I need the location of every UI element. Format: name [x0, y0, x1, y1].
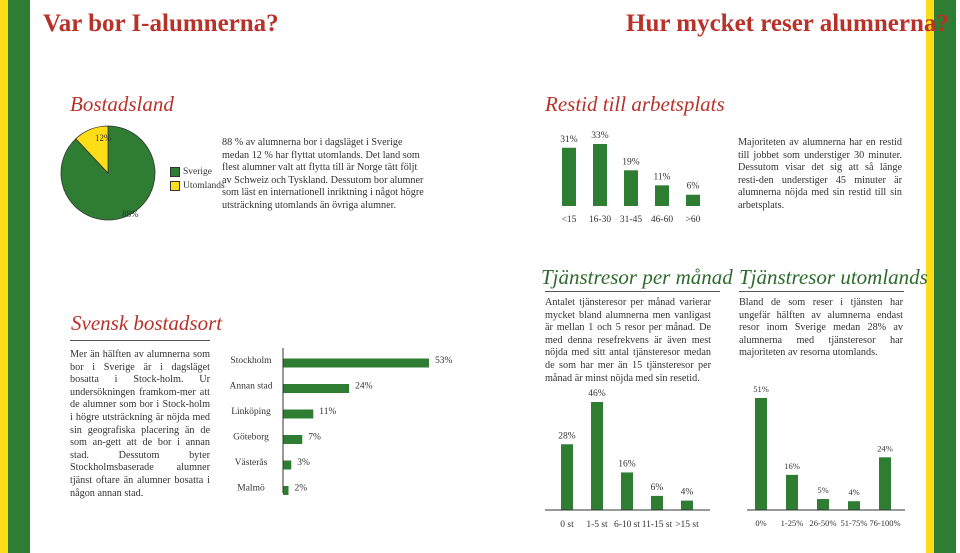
category-label: 1-5 st: [586, 520, 608, 530]
category-label: <15: [561, 215, 577, 225]
category-label: 11-15 st: [641, 520, 673, 530]
bar: [562, 148, 576, 206]
category-label: >15 st: [675, 520, 699, 530]
data-label: 33%: [591, 131, 609, 141]
data-label: 24%: [355, 381, 373, 392]
bar: [655, 185, 669, 206]
category-label: Stockholm: [230, 356, 272, 366]
legend-swatch-utomlands: [170, 181, 180, 191]
bar: [681, 501, 693, 510]
category-label: Annan stad: [229, 381, 273, 392]
category-label: 31-45: [619, 215, 643, 225]
tjanstresor-utomlands-title: Tjänstresor utomlands: [739, 265, 928, 289]
bar: [651, 496, 663, 510]
category-label: 0 st: [560, 520, 574, 530]
data-label: 46%: [588, 389, 606, 399]
bar: [283, 435, 302, 444]
bar: [686, 195, 700, 206]
category-label: Göteborg: [233, 432, 269, 443]
headline-left: Var bor I-alumnerna?: [43, 10, 279, 37]
bostadsland-pie-chart: [55, 125, 175, 230]
tjanstresor-utomlands-text: Bland de som reser i tjänsten har ungefär hälften av alumnerna endast resor inom Sverige medan 28% av alumnerna med tjänsteresor har majoriteten av resorna utomlands.: [739, 297, 903, 359]
legend-item-sverige: [170, 165, 225, 179]
tjanstresor-manad-bar-chart: [545, 382, 715, 532]
category-label: Malmö: [237, 483, 265, 494]
headline-right: Hur mycket reser alumnerna?: [626, 10, 949, 37]
svensk-text: Mer än hälften av alumnerna som bor i Sverige är i dagsläget bosatta i Stock-holm. Ur undersökningen framkom-mer att de alumner som bor i Stock-holm i högre utsträckning är nöjda med sin geografiska placering än de som an-gett att de bor i annan stad. Dessutom byter Stockholmsbaserade alumner tjänst oftare än alumner bosatta i någon annan stad.: [70, 349, 210, 499]
bar: [848, 501, 860, 510]
tjanstresor-utomlands-bar-chart: [747, 382, 907, 532]
restid-title: Restid till arbetsplats: [545, 92, 725, 116]
bar: [879, 457, 891, 510]
data-label: 6%: [686, 181, 700, 192]
restid-bar-chart: [550, 118, 725, 228]
category-label: 51-75%: [840, 518, 868, 528]
data-label: 51%: [753, 384, 769, 394]
category-label: 0%: [755, 518, 767, 528]
data-label: 3%: [297, 458, 310, 468]
bar: [561, 444, 573, 510]
left-stripe-green: [8, 0, 30, 553]
legend-item-utomlands: [170, 179, 225, 193]
bar: [593, 144, 607, 206]
bar: [624, 170, 638, 206]
bostadsland-title: Bostadsland: [70, 92, 174, 116]
restid-text: Majoriteten av alumnerna har en restid till jobbet som understiger 30 minuter. Dessutom visar det sig att så länge resti-den understiger 45 minuter är alumnerna nöjda med sin restid till sin arbetsplats.: [738, 137, 902, 211]
bar: [283, 410, 313, 419]
data-label: 6%: [650, 482, 664, 493]
bar: [283, 486, 289, 495]
category-label: Västerås: [234, 458, 268, 468]
data-label: 16%: [618, 459, 636, 470]
bar: [621, 472, 633, 510]
bar: [283, 359, 429, 368]
data-label: 24%: [877, 443, 893, 454]
category-label: 46-60: [650, 215, 674, 225]
divider-line: [739, 291, 904, 292]
category-label: 26-50%: [809, 518, 837, 528]
data-label: 2%: [294, 483, 308, 494]
bar: [283, 461, 291, 470]
data-label: 53%: [435, 356, 453, 366]
category-label: Linköping: [231, 407, 271, 417]
data-label: 11%: [319, 407, 337, 417]
tjanstresor-manad-title: Tjänstresor per månad: [541, 265, 733, 289]
bar: [786, 475, 798, 510]
bar: [755, 398, 767, 510]
legend-label: Utomlands: [183, 181, 225, 191]
data-label: 19%: [622, 157, 640, 168]
legend-swatch-sverige: [170, 167, 180, 177]
bar: [283, 384, 349, 393]
right-stripe-green: [934, 0, 956, 553]
bar: [817, 499, 829, 510]
data-label: 11%: [653, 172, 671, 183]
tjanstresor-manad-text: Antalet tjänsteresor per månad varierar mycket bland alumnerna men vanligast är mellan 1 och 5 resor per månad. De med denna resefrekvens är även mest nöjda med sitt antal tjänsteresor medan de som har mer än 15 tjänsteresor per månad är minst nöjda med sin resetid.: [545, 297, 711, 384]
category-label: 76-100%: [869, 518, 901, 528]
divider-line: [70, 340, 210, 341]
category-label: >60: [685, 215, 701, 225]
svensk-title: Svensk bostadsort: [71, 311, 223, 335]
bostadsland-text: 88 % av alumnerna bor i dagsläget i Sverige medan 12 % har flyttat utomlands. Det land som flest alumner valt att flytta till är Norge tätt följt av Schweiz och Tyskland. Dessutom bor alumner som läst en internationell inriktning i något högre utsträckning utomlands än övriga alumner.: [222, 137, 424, 211]
category-label: 16-30: [588, 215, 612, 225]
data-label: 31%: [560, 134, 578, 145]
data-label: 4%: [680, 487, 694, 498]
pie-label-utomlands: 12%: [95, 133, 112, 143]
pie-legend: [170, 165, 225, 193]
data-label: 7%: [308, 432, 321, 443]
bar: [591, 402, 603, 510]
svensk-bar-chart: [229, 348, 453, 498]
left-stripe-yellow: [0, 0, 8, 553]
category-label: 6-10 st: [613, 520, 641, 530]
data-label: 5%: [817, 485, 829, 496]
category-label: 1-25%: [780, 518, 804, 528]
data-label: 16%: [784, 460, 800, 471]
data-label: 28%: [558, 431, 576, 442]
divider-line: [545, 291, 720, 292]
pie-label-sverige: 88%: [122, 209, 139, 219]
data-label: 4%: [848, 487, 860, 498]
legend-label: Sverige: [183, 167, 213, 177]
